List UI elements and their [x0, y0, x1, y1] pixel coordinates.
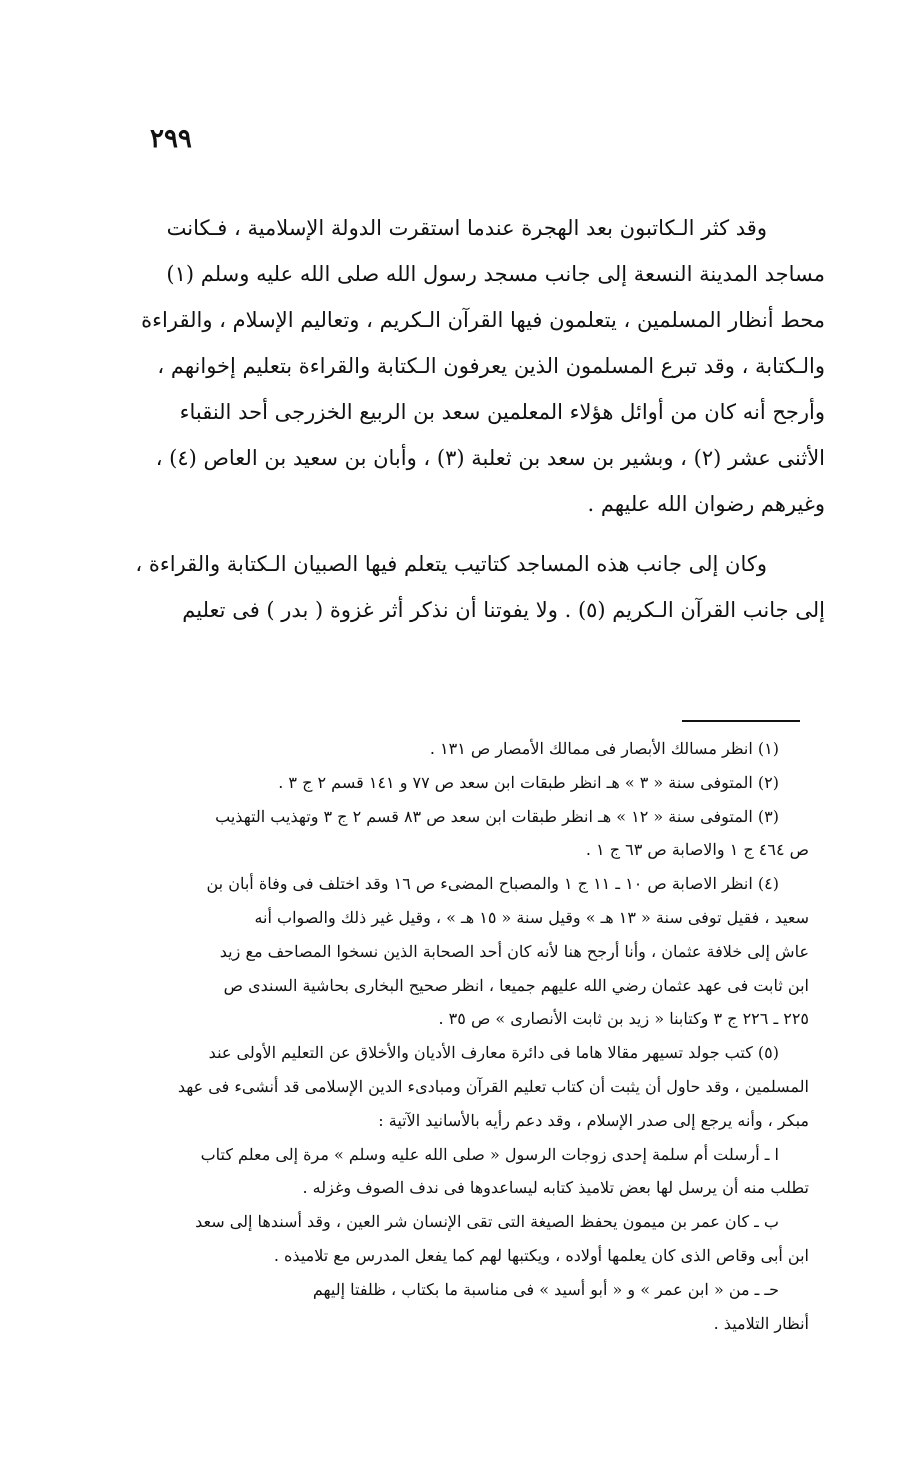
- footnote-line: (٣) المتوفى سنة « ١٢ » هـ انظر طبقات ابن سعد ص ٨٣ قسم ٢ ج ٣ وتهذيب التهذيب: [215, 806, 779, 826]
- page-number: ٢٩٩: [150, 124, 192, 154]
- footnote-line: مبكر ، وأنه يرجع إلى صدر الإسلام ، وقد دعم رأيه بالأسانيد الآتية :: [378, 1110, 809, 1130]
- footnote-line: أنظار التلاميذ .: [713, 1313, 809, 1333]
- body-line: محط أنظار المسلمين ، يتعلمون فيها القرآن الـكريم ، وتعاليم الإسلام ، والقراءة: [141, 308, 825, 332]
- footnote-line: المسلمين ، وقد حاول أن يثبت أن كتاب تعليم القرآن ومبادىء الدين الإسلامى قد أنشىء فى عهد: [177, 1076, 809, 1096]
- body-line: وقد كثر الـكاتبون بعد الهجرة عندما استقرت الدولة الإسلامية ، فـكانت: [166, 216, 767, 240]
- footnote-line: (٢) المتوفى سنة « ٣ » هـ انظر طبقات ابن سعد ص ٧٧ و ١٤١ قسم ٢ ج ٣ .: [278, 772, 779, 792]
- body-line: والـكتابة ، وقد تبرع المسلمون الذين يعرفون الـكتابة والقراءة بتعليم إخوانهم ،: [157, 354, 825, 378]
- footnote-line: عاش إلى خلافة عثمان ، وأنا أرجح هنا لأنه كان أحد الصحابة الذين نسخوا المصاحف مع زيد: [219, 941, 809, 961]
- footnote-line: ٢٢٥ ـ ٢٢٦ ج ٣ وكتابنا « زيد بن ثابت الأنصارى » ص ٣٥ .: [438, 1009, 809, 1029]
- body-line: وغيرهم رضوان الله عليهم .: [587, 492, 825, 516]
- footnote-line: (٥) كتب جولد تسيهر مقالا هاما فى دائرة معارف الأديان والأخلاق عن التعليم الأولى عند: [208, 1043, 779, 1063]
- body-line: الأثنى عشر (٢) ، وبشير بن سعد بن ثعلبة (٣) ، وأبان بن سعيد بن العاص (٤) ،: [155, 446, 825, 470]
- footnote-line: حـ ـ من « ابن عمر » و « أبو أسيد » فى مناسبة ما بكتاب ، ظلفتا إليهم: [312, 1279, 779, 1299]
- footnote-line: ابن أبى وقاص الذى كان يعلمها أولاده ، ويكتبها لهم كما يفعل المدرس مع تلاميذه .: [273, 1245, 809, 1265]
- body-line: مساجد المدينة النسعة إلى جانب مسجد رسول الله صلى الله عليه وسلم (١): [166, 262, 825, 286]
- footnotes: [152, 732, 809, 1340]
- footnote-line: (٤) انظر الاصابة ص ١٠ ـ ١١ ج ١ والمصباح المضىء ص ١٦ وقد اختلف فى وفاة أبان بن: [206, 874, 779, 894]
- footnote-line: (١) انظر مسالك الأبصار فى ممالك الأمصار ص ١٣١ .: [429, 739, 779, 758]
- footnote-line: ب ـ كان عمر بن ميمون يحفظ الصيغة التى تقى الإنسان شر العين ، وقد أسندها إلى سعد: [195, 1212, 779, 1232]
- footnote-line: تطلب منه أن يرسل لها بعض تلاميذ كتابه ليساعدوها فى ندف الصوف وغزله .: [302, 1178, 809, 1198]
- body-line: إلى جانب القرآن الـكريم (٥) . ولا يفوتنا أن نذكر أثر غزوة ( بدر ) فى تعليم: [182, 598, 825, 622]
- footnote-line: سعيد ، فقيل توفى سنة « ١٣ هـ » وقيل سنة « ١٥ هـ » ، وقيل غير ذلك والصواب أنه: [254, 907, 809, 927]
- main-text: [135, 205, 825, 633]
- footnote-line: ابن ثابت فى عهد عثمان رضي الله عليهم جميعا ، انظر صحيح البخارى بحاشية السندى ص: [223, 975, 809, 995]
- footnote-line: ا ـ أرسلت أم سلمة إحدى زوجات الرسول « صلى الله عليه وسلم » مرة إلى معلم كتاب: [200, 1144, 779, 1164]
- footnote-line: ص ٤٦٤ ج ١ والاصابة ص ٦٣ ج ١ .: [585, 840, 809, 860]
- body-line: وكان إلى جانب هذه المساجد كتاتيب يتعلم فيها الصبيان الـكتابة والقراءة ،: [135, 552, 767, 576]
- paragraph-gap: [158, 527, 825, 541]
- body-line: وأرجح أنه كان من أوائل هؤلاء المعلمين سعد بن الربيع الخزرجى أحد النقباء: [179, 400, 825, 424]
- footnote-separator: [682, 720, 800, 722]
